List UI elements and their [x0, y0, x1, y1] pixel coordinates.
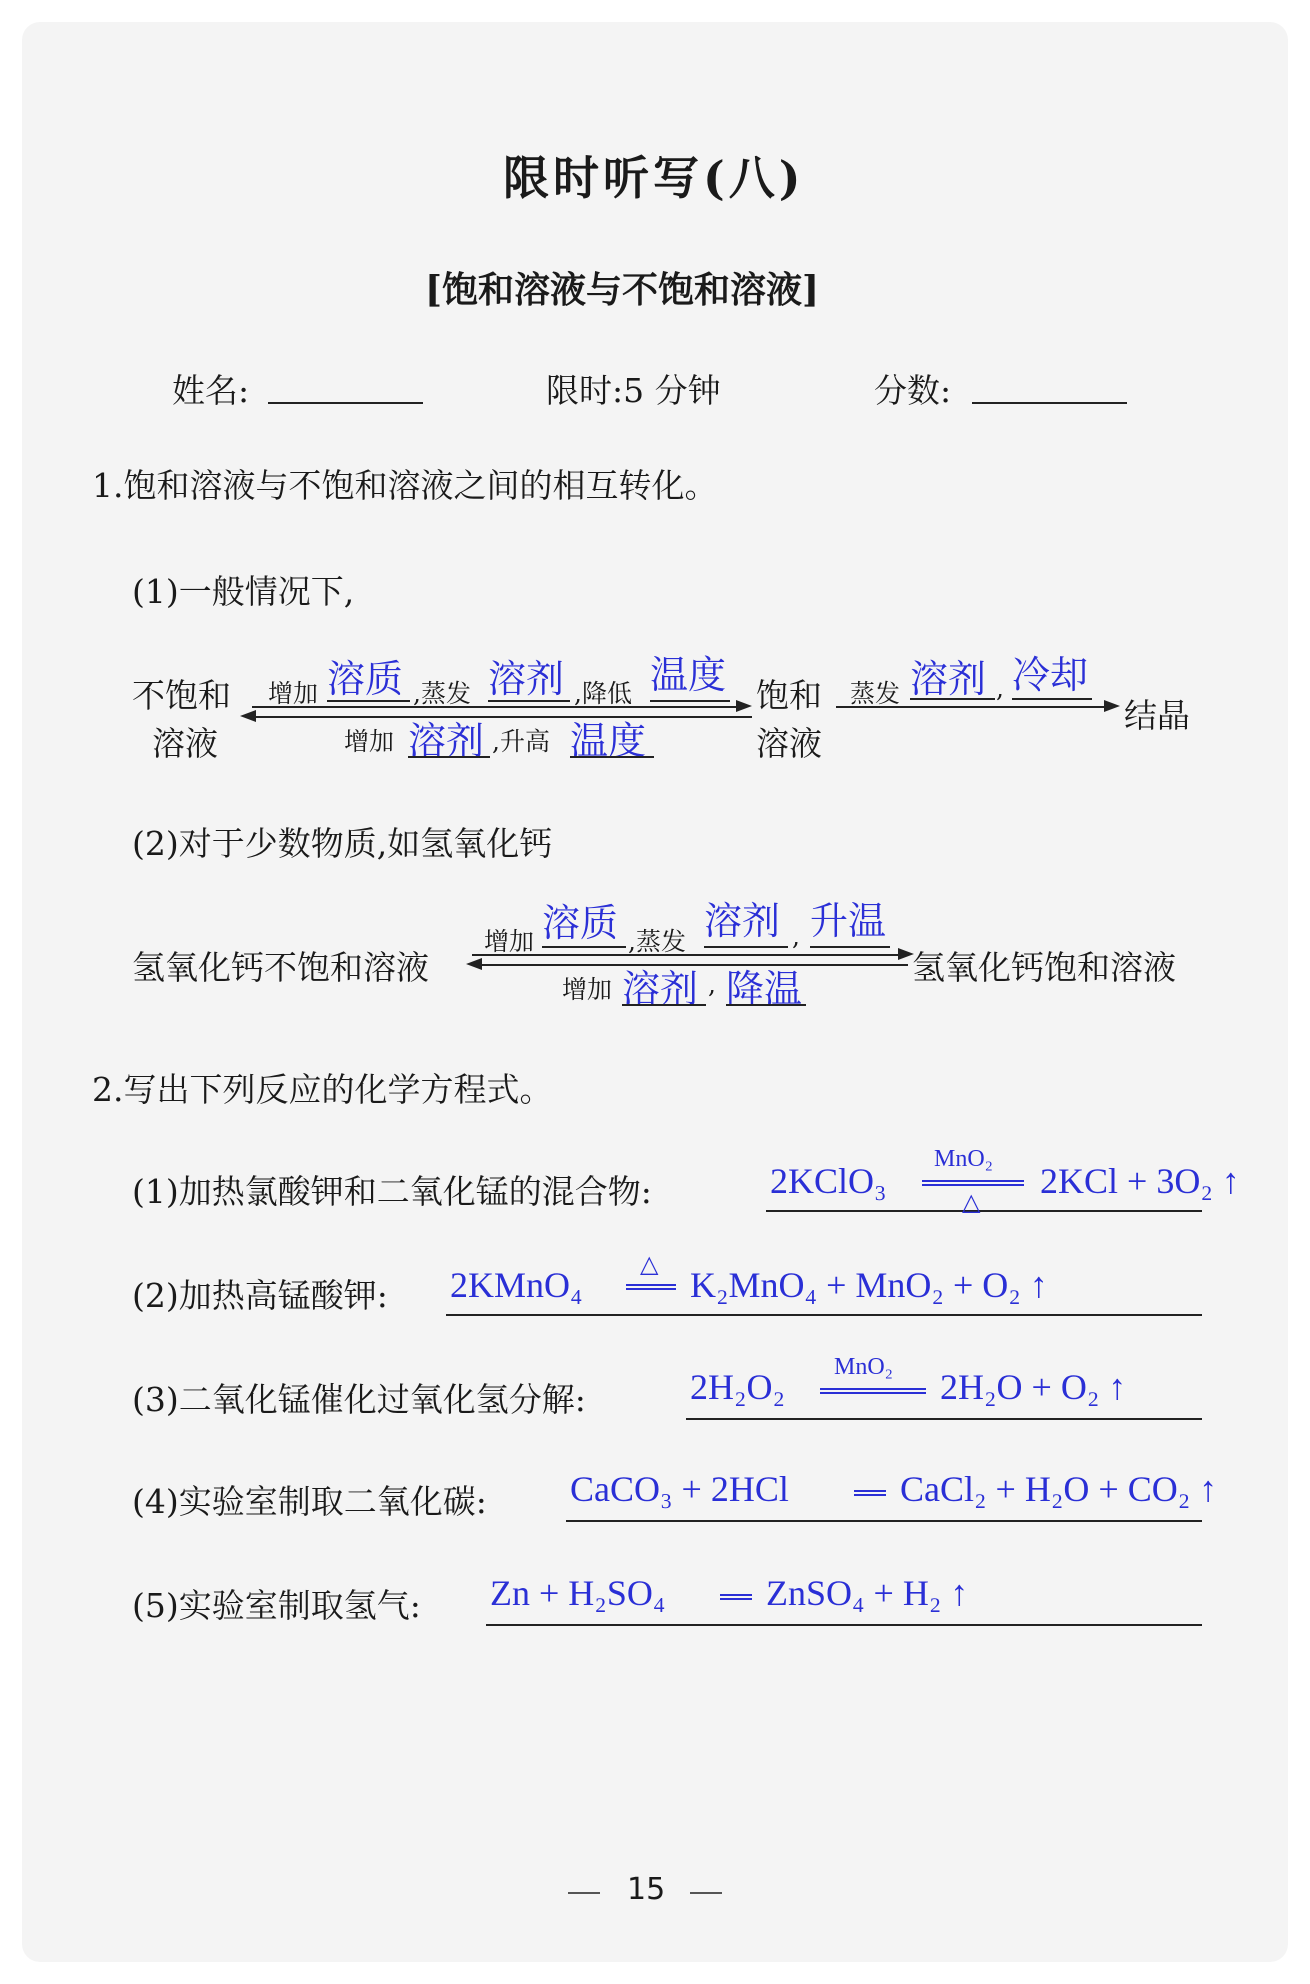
eq4-right: CaCl₂ + H₂O + CO₂ ↑ — [900, 1469, 1218, 1509]
score-blank[interactable] — [972, 402, 1127, 404]
section-subtitle: [饱和溶液与不饱和溶液] — [425, 269, 820, 311]
p2-forward-arrow — [472, 954, 902, 956]
footer-dash-left — [568, 1892, 600, 1894]
eq3-left: 2H₂O₂ — [690, 1367, 786, 1407]
q2-item-2-label: (2)加热高锰酸钾: — [132, 1276, 388, 1315]
p1-blank-solute — [327, 700, 410, 702]
footer-dash-right — [690, 1892, 722, 1894]
p1-blank-solvent-2 — [408, 756, 490, 758]
p1-reverse-arrow — [252, 716, 752, 718]
p1-crystallize-arrow — [836, 706, 1106, 708]
p2-answer-heat[interactable]: 升温 — [810, 899, 887, 943]
eq2-left: 2KMnO₄ — [450, 1265, 583, 1305]
p1-top-evap: ,蒸发 — [413, 679, 471, 708]
time-limit: 限时:5 分钟 — [546, 371, 721, 410]
eq3-right: 2H₂O + O₂ ↑ — [940, 1367, 1127, 1407]
p1-blank-solvent-1 — [488, 700, 570, 702]
p1-answer-temp-2[interactable]: 温度 — [570, 719, 647, 763]
q1-part1-label: (1)一般情况下, — [132, 572, 355, 611]
eq4-left: CaCO₃ + 2HCl — [570, 1469, 789, 1509]
p1-forward-arrow — [252, 706, 740, 708]
p2-blank-solvent-2 — [622, 1004, 706, 1006]
unsaturated-label-1: 不饱和 — [132, 676, 231, 715]
p1-crystallize-arrowhead — [1104, 700, 1120, 712]
saturated-label-2: 溶液 — [756, 724, 822, 763]
p1-answer-solvent-3[interactable]: 溶剂 — [910, 657, 987, 701]
eq2-condition-top: △ — [640, 1252, 659, 1278]
q2-item-3-label: (3)二氧化锰催化过氧化氢分解: — [132, 1380, 586, 1419]
p1-answer-solvent-2[interactable]: 溶剂 — [408, 719, 485, 763]
q1-part2-label: (2)对于少数物质,如氢氧化钙 — [132, 824, 553, 863]
page-number: 15 — [627, 1872, 666, 1907]
p1-top-cool: ,降低 — [574, 679, 632, 708]
p2-bottom-comma: , — [708, 970, 716, 999]
eq1-right: 2KCl + 3O₂ ↑ — [1040, 1161, 1240, 1201]
p2-blank-solute — [542, 946, 626, 948]
question-2-stem: 2.写出下列反应的化学方程式。 — [92, 1070, 553, 1109]
p2-blank-solvent — [704, 946, 788, 948]
p1-blank-temp-2 — [570, 756, 654, 758]
p1-right-evap: 蒸发 — [850, 679, 901, 708]
unsaturated-label-2: 溶液 — [152, 724, 218, 763]
eq4-equals — [854, 1490, 886, 1496]
p2-reverse-arrowhead — [466, 958, 482, 970]
p1-reverse-arrowhead — [240, 710, 256, 722]
p1-top-add: 增加 — [268, 679, 319, 708]
q2-item-4-blank[interactable] — [566, 1520, 1202, 1522]
p2-top-add: 增加 — [484, 927, 535, 956]
eq1-left: 2KClO₃ — [770, 1161, 887, 1201]
name-blank[interactable] — [268, 402, 423, 404]
eq5-equals — [720, 1594, 752, 1600]
q2-item-1-blank[interactable] — [766, 1210, 1202, 1212]
eq2-right: K₂MnO₄ + MnO₂ + O₂ ↑ — [690, 1265, 1048, 1305]
eq3-condition-top: MnO₂ — [834, 1354, 894, 1380]
p2-top-comma: , — [792, 922, 800, 951]
p2-answer-solvent[interactable]: 溶剂 — [704, 899, 781, 943]
p1-bottom-raise: ,升高 — [492, 727, 550, 756]
q2-item-1-label: (1)加热氯酸钾和二氧化锰的混合物: — [132, 1172, 652, 1211]
p1-answer-solvent-1[interactable]: 溶剂 — [488, 657, 565, 701]
name-label: 姓名: — [172, 371, 250, 410]
saturated-label-1: 饱和 — [756, 676, 822, 715]
crystallize-label: 结晶 — [1124, 696, 1190, 735]
p1-answer-cool[interactable]: 冷却 — [1012, 653, 1089, 697]
p1-answer-temp-1[interactable]: 温度 — [650, 653, 727, 697]
p2-blank-heat — [810, 946, 890, 948]
score-label: 分数: — [874, 371, 952, 410]
p2-bottom-add: 增加 — [562, 975, 613, 1004]
p1-bottom-add: 增加 — [344, 727, 395, 756]
p1-forward-arrowhead — [736, 700, 752, 712]
q2-item-2-blank[interactable] — [446, 1314, 1202, 1316]
page-title: 限时听写(八) — [503, 151, 805, 205]
eq1-condition-top: MnO₂ — [934, 1146, 994, 1172]
eq1-equals — [922, 1180, 1024, 1186]
eq1-condition-bottom: △ — [962, 1190, 981, 1216]
p1-answer-solute[interactable]: 溶质 — [327, 657, 404, 701]
p2-blank-cool — [726, 1004, 806, 1006]
question-1-stem: 1.饱和溶液与不饱和溶液之间的相互转化。 — [92, 466, 718, 505]
q2-item-5-blank[interactable] — [486, 1624, 1202, 1626]
q2-item-4-label: (4)实验室制取二氧化碳: — [132, 1482, 487, 1521]
caoh-saturated: 氢氧化钙饱和溶液 — [912, 948, 1176, 987]
eq5-left: Zn + H₂SO₄ — [490, 1573, 666, 1613]
p2-top-evap: ,蒸发 — [628, 927, 686, 956]
p1-blank-cool — [1012, 698, 1092, 700]
p1-right-comma: , — [996, 674, 1004, 703]
eq5-right: ZnSO₄ + H₂ ↑ — [766, 1573, 969, 1613]
p1-blank-solvent-3 — [910, 698, 995, 700]
eq3-equals — [820, 1388, 926, 1394]
eq2-equals — [626, 1284, 676, 1290]
q2-item-3-blank[interactable] — [686, 1418, 1202, 1420]
p2-answer-cool[interactable]: 降温 — [726, 967, 803, 1011]
p1-blank-temp-1 — [650, 700, 730, 702]
p2-answer-solvent-2[interactable]: 溶剂 — [622, 967, 699, 1011]
caoh-unsaturated: 氢氧化钙不饱和溶液 — [132, 948, 429, 987]
q2-item-5-label: (5)实验室制取氢气: — [132, 1586, 421, 1625]
p2-answer-solute[interactable]: 溶质 — [542, 901, 619, 945]
